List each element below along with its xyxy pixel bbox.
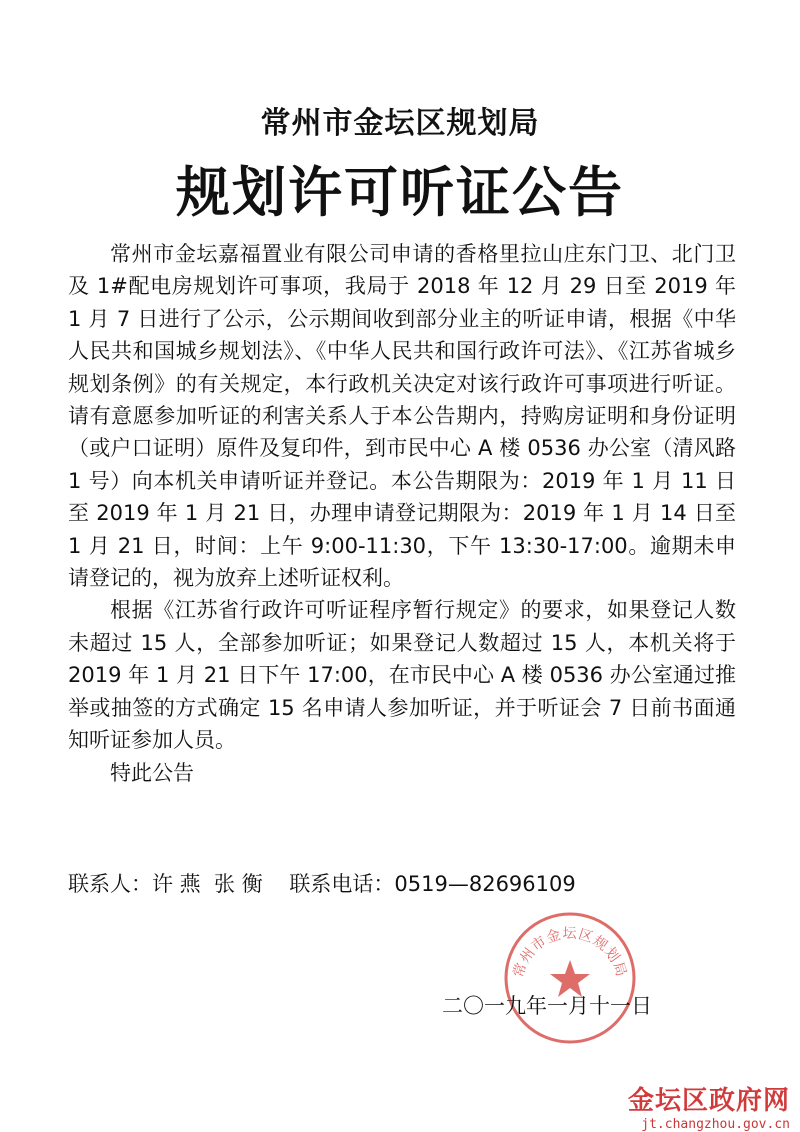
body-paragraph-2: 根据《江苏省行政许可听证程序暂行规定》的要求，如果登记人数未超过 15 人，全部参加听证；如果登记人数超过 15 人，本机关将于 2019 年 1 月 21 日下午 17:00，在市民中心 A 楼 0536 办公室通过推举或抽签的方式确定 15 名申请人参加听证，并于听证会 7 日前书面通知听证参加人员。 [68,598,736,753]
contact-line [68,868,576,898]
contact-person: 联系人：许 燕 张 衡 [68,872,263,896]
watermark-site-name: 金坛区政府网 [627,1086,790,1116]
notice-body [68,238,736,789]
notice-title: 规划许可听证公告 [176,160,624,224]
body-paragraph-1: 常州市金坛嘉福置业有限公司申请的香格里拉山庄东门卫、北门卫及 1#配电房规划许可事项，我局于 2018 年 12 月 29 日至 2019 年 1 月 7 日进行了公示，公示期间收到部分业主的听证申请，根据《中华人民共和国城乡规划法》、《中华人民共和国行政许可法》、《江苏省城乡规划条例》的有关规定，本行政机关决定对该行政许可事项进行听证。请有意愿参加听证的利害关系人于本公告期内，持购房证明和身份证明（或户口证明）原件及复印件，到市民中心 A 楼 0536 办公室（清风路 1 号）向本机关申请听证并登记。本公告期限为：2019 年 1 月 11 日至 2019 年 1 月 21 日，办理申请登记期限为：2019 年 1 月 14 日至 1 月 21 日，时间：上午 9:00-11:30，下午 13:30-17:00。逾期未申请登记的，视为放弃上述听证权利。 [68,242,736,591]
organization-title: 常州市金坛区规划局 [260,106,540,141]
seal-text: 常州市金坛区规划局 [510,926,630,980]
site-watermark [628,1080,790,1132]
contact-phone: 联系电话：0519—82696109 [289,872,576,896]
official-seal-icon [500,908,640,1048]
watermark-url: jt.changzhou.gov.cn [641,1117,790,1132]
issue-date: 二〇一九年一月十一日 [442,994,652,1018]
body-paragraph-3: 特此公告 [110,760,194,785]
